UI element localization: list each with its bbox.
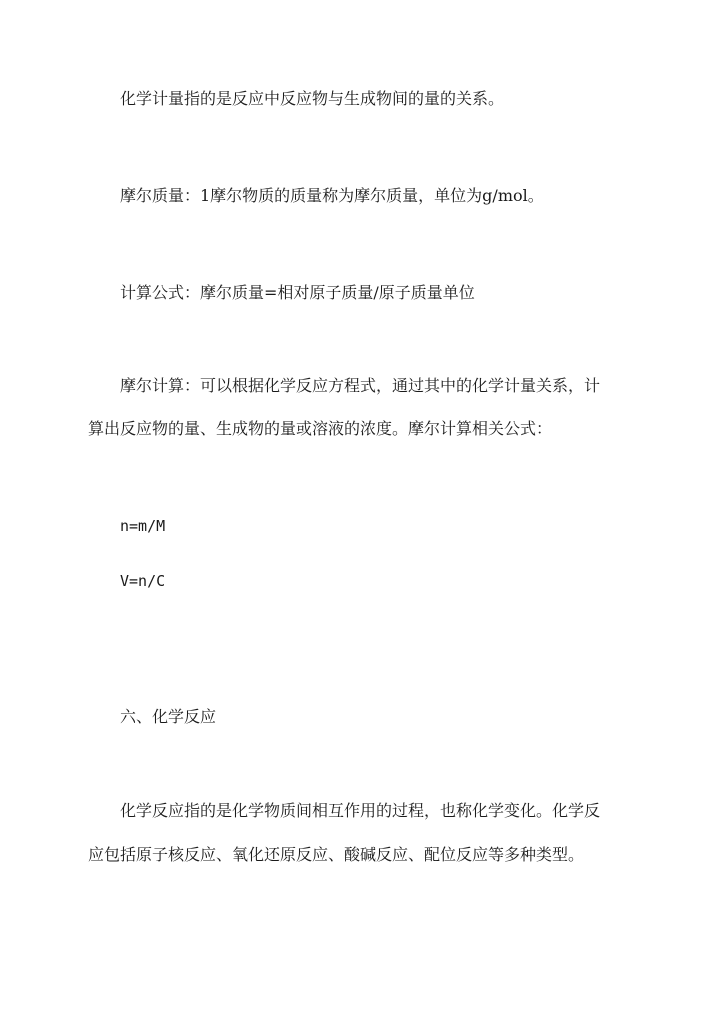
formula-V-n-C: V=n/C	[120, 572, 166, 590]
paragraph-molar-calculation-line1: 摩尔计算：可以根据化学反应方程式，通过其中的化学计量关系，计	[120, 376, 601, 395]
formula-n-m-M: n=m/M	[120, 517, 166, 535]
paragraph-molar-calculation-line2: 算出反应物的量、生成物的量或溶液的浓度。摩尔计算相关公式：	[88, 419, 553, 438]
section-heading-chemical-reaction: 六、化学反应	[120, 707, 217, 726]
paragraph-stoichiometry: 化学计量指的是反应中反应物与生成物间的量的关系。	[120, 89, 505, 108]
paragraph-molar-mass: 摩尔质量：1摩尔物质的质量称为摩尔质量，单位为g/mol。	[120, 186, 544, 205]
paragraph-chemical-reaction-line1: 化学反应指的是化学物质间相互作用的过程，也称化学变化。化学反	[120, 801, 601, 820]
paragraph-chemical-reaction-line2: 应包括原子核反应、氧化还原反应、酸碱反应、配位反应等多种类型。	[88, 845, 585, 864]
paragraph-formula: 计算公式：摩尔质量=相对原子质量/原子质量单位	[120, 283, 475, 302]
